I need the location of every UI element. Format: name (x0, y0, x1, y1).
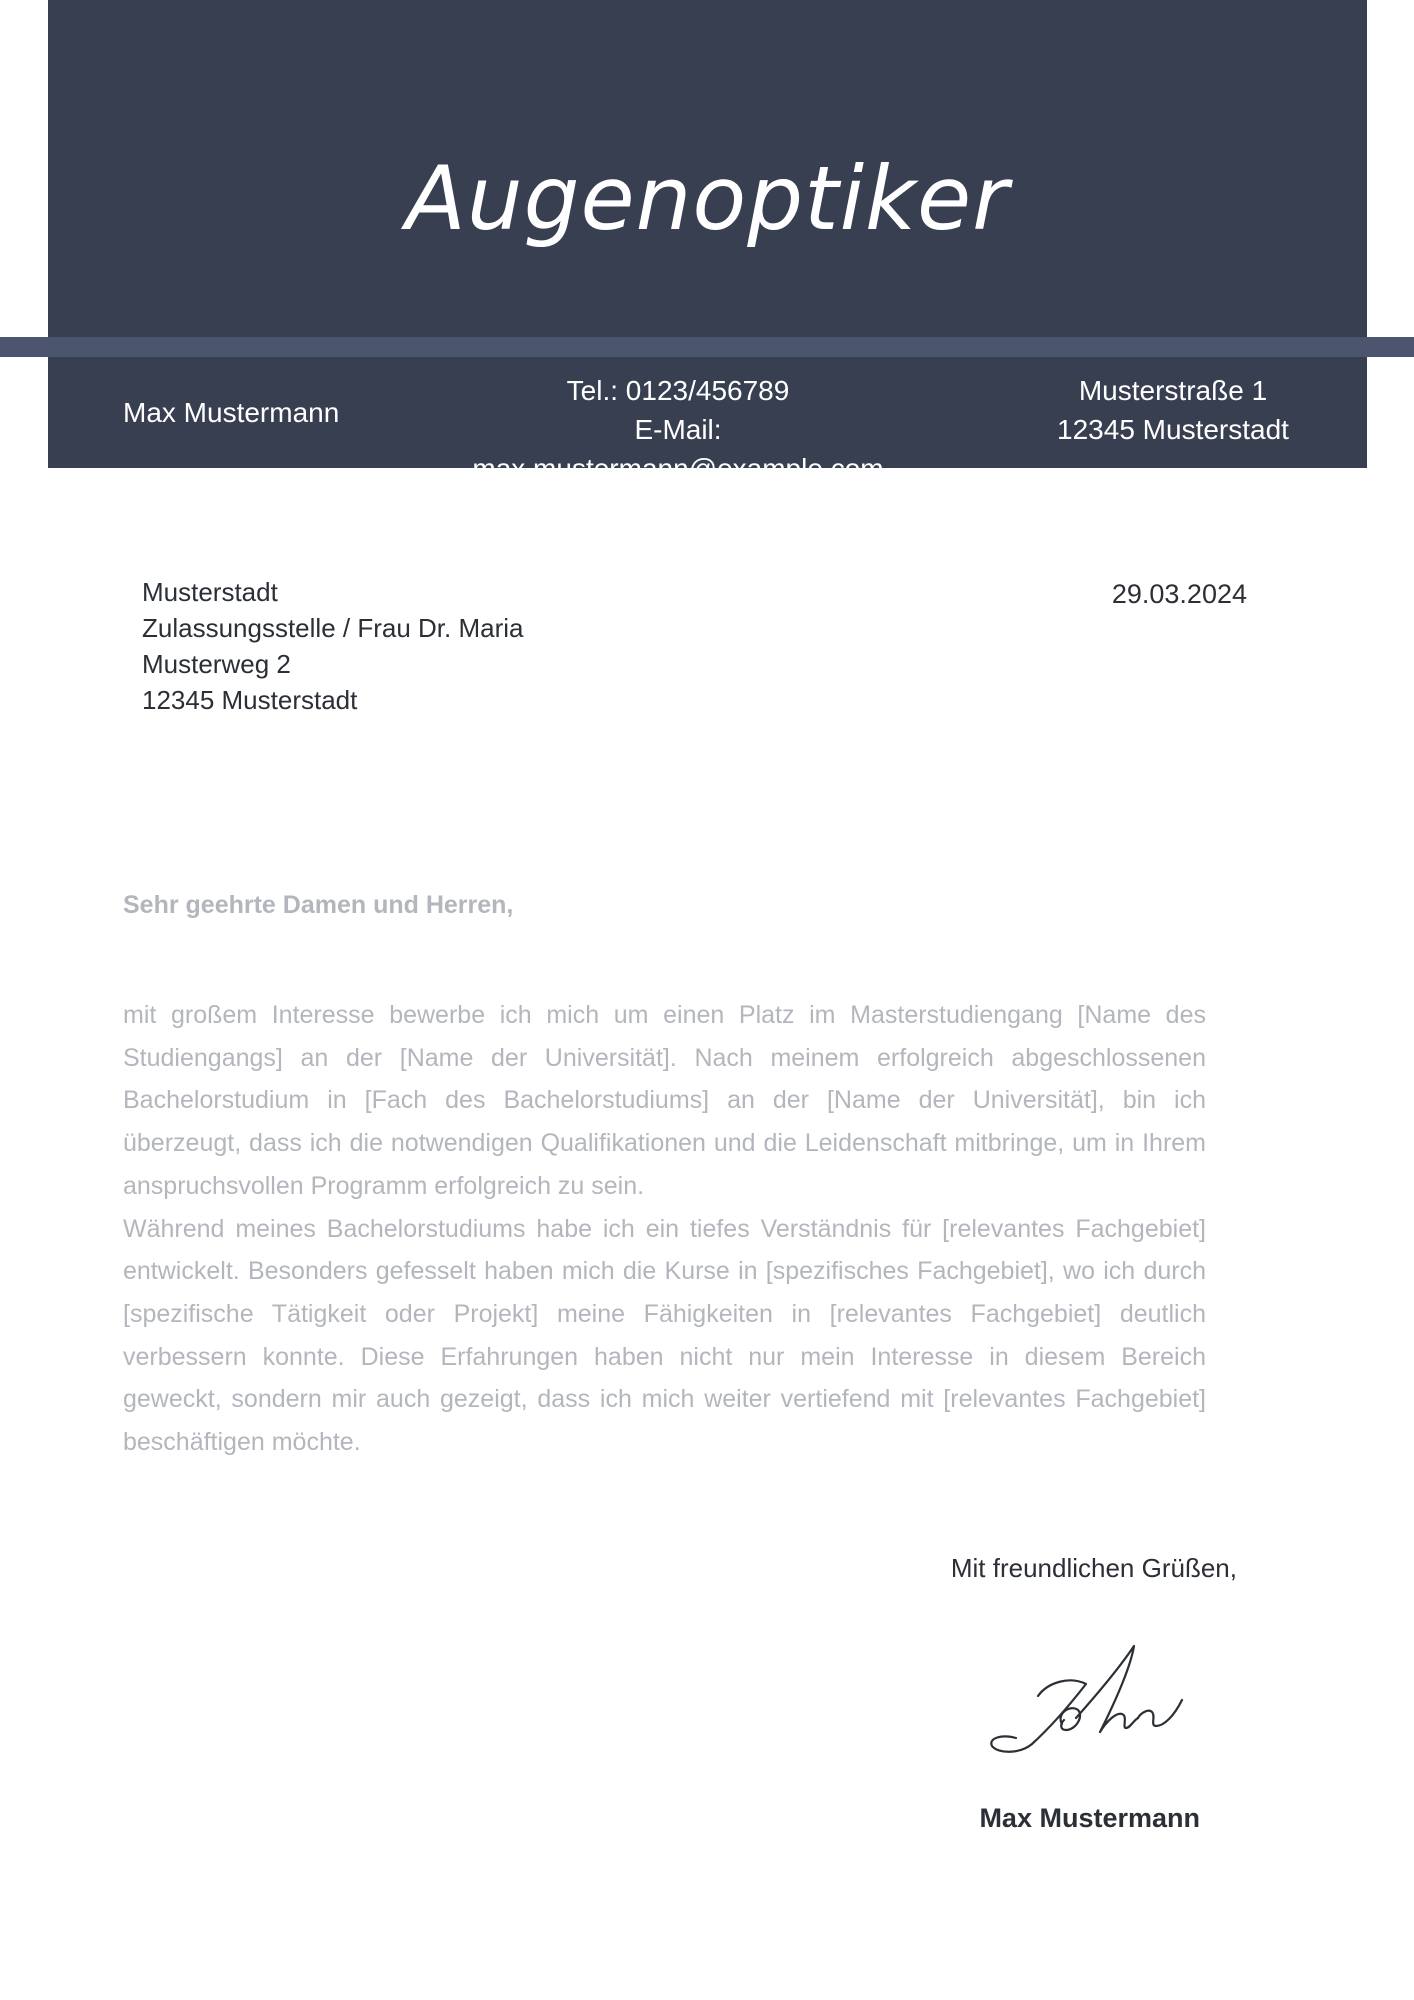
accent-band (0, 337, 1414, 357)
contact-street: Musterstraße 1 (1078, 375, 1268, 406)
closing-phrase: Mit freundlichen Grüßen, (950, 1553, 1237, 1583)
body-paragraph: mit großem Interesse bewerbe ich mich um einen Platz im Masterstudiengang [Name des Studiengangs] an der [Name der Universität]. Nach meinem erfolgreich abgeschlossenen Bachelorstudium in [Fach des Bachelorstudiums] an der [Name der Universität], bin ich überzeugt, dass ich die notwendigen Qualifikationen und die Leidenschaft mitbringe, um in Ihrem anspruchsvollen Programm erfolgreich zu sein. (123, 1001, 1206, 1200)
recipient-line: Zulassungsstelle / Frau Dr. Maria (142, 613, 524, 643)
letter-body (123, 994, 1206, 1464)
contact-city: 12345 Musterstadt (1057, 414, 1289, 445)
contact-phone: Tel.: 0123/456789 (566, 375, 790, 406)
letter-date: 29.03.2024 (1111, 579, 1247, 609)
signature (980, 1640, 1190, 1760)
salutation: Sehr geehrte Damen und Herren, (123, 891, 514, 919)
contact-bar (48, 357, 1367, 484)
body-paragraph: Während meines Bachelorstudiums habe ich ein tiefes Verständnis für [relevantes Fachgebiet] entwickelt. Besonders gefesselt haben mich die Kurse in [spezifisches Fachgebiet], wo ich durch [spezifische Tätigkeit oder Projekt] meine Fähigkeiten in [relevantes Fachgebiet] deutlich verbessern konnte. Diese Erfahrungen haben nicht nur mein Interesse in diesem Bereich geweckt, sondern mir auch gezeigt, dass ich mich weiter vertiefend mit [relevantes Fachgebiet] beschäftigen möchte. (123, 1214, 1206, 1457)
recipient-line: Musterstadt (142, 577, 278, 607)
recipient-address (142, 574, 523, 718)
header-banner (48, 0, 1367, 337)
contact-address (1048, 371, 1298, 449)
recipient-line: 12345 Musterstadt (142, 685, 358, 715)
contact-name: Max Mustermann (123, 397, 340, 428)
sender-name: Max Mustermann (979, 1803, 1200, 1833)
contact-email: E-Mail: max.mustermann@example.com (472, 414, 884, 484)
page-title: Augenoptiker (405, 147, 1010, 250)
contact-phone-email (428, 371, 928, 488)
recipient-line: Musterweg 2 (142, 649, 291, 679)
